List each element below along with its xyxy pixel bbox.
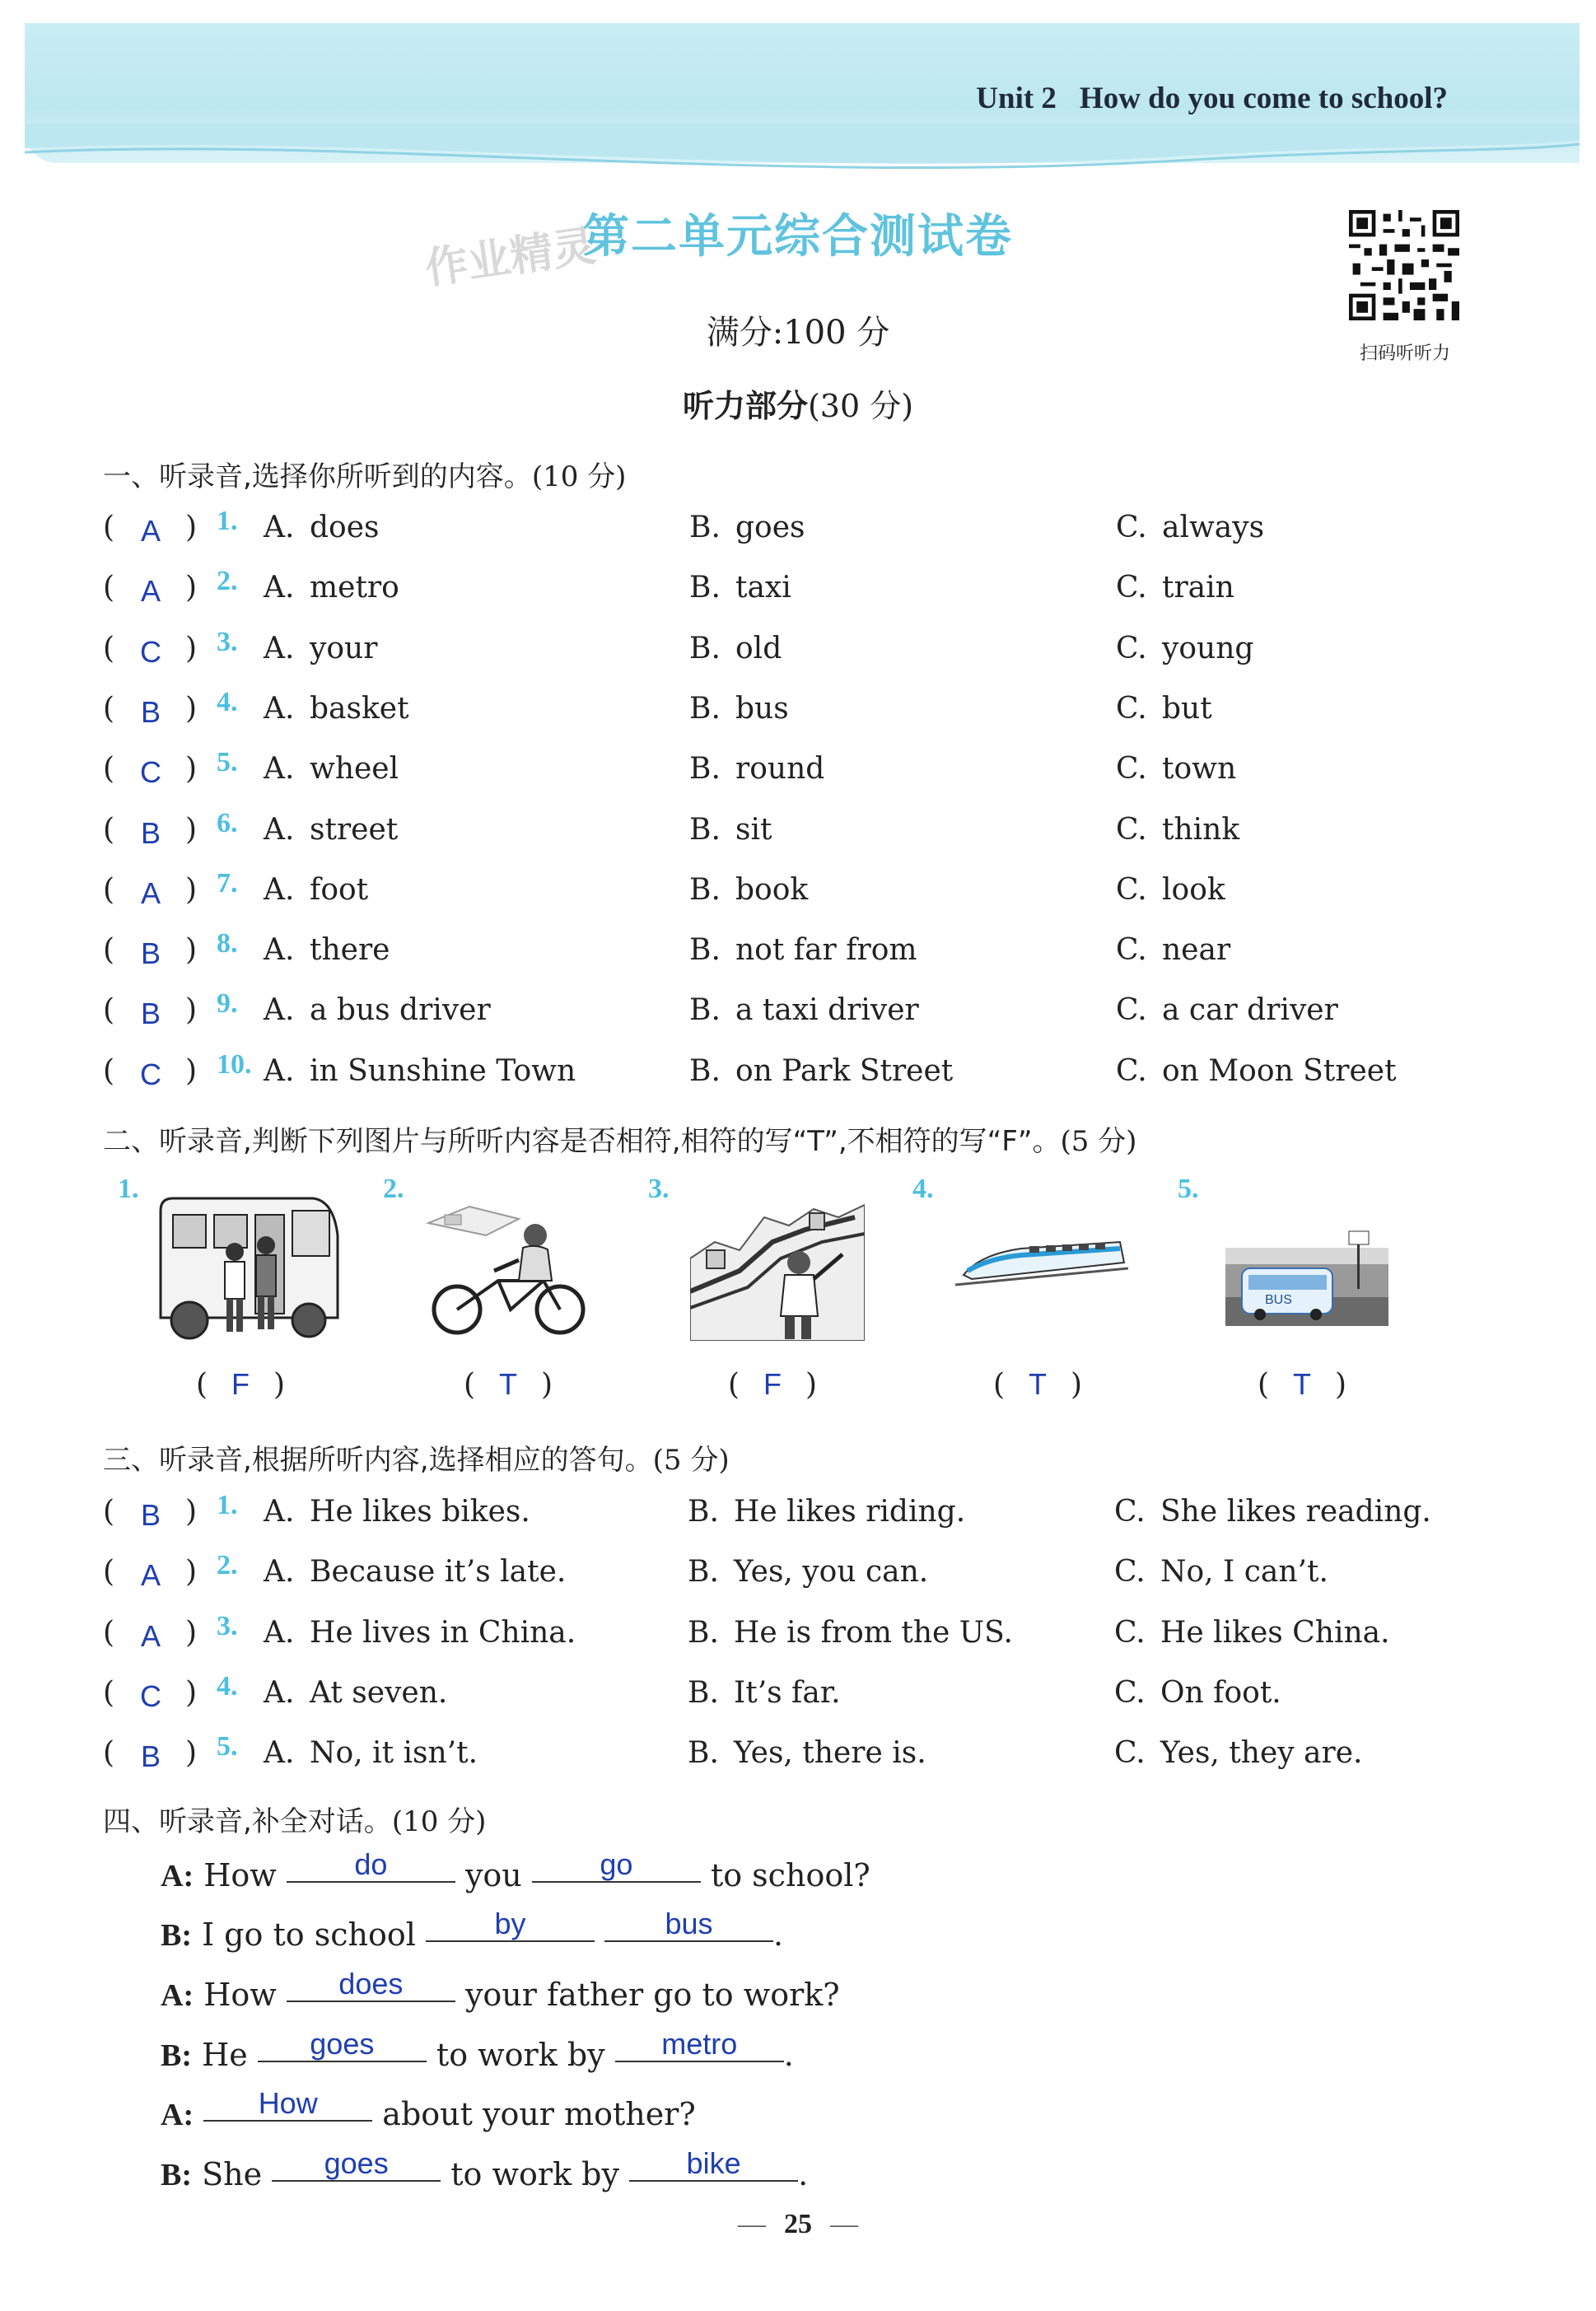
option-a: [264, 1736, 478, 1770]
option-text: No, it isn’t.: [310, 1736, 478, 1771]
option-b: [688, 1495, 965, 1529]
option-letter: B.: [689, 812, 721, 847]
option-letter: A.: [264, 1615, 295, 1650]
image-number: 2.: [383, 1174, 404, 1204]
speaker: B:: [161, 1918, 192, 1953]
section1-heading: [103, 454, 626, 494]
dialogue-text: to school?: [710, 1857, 870, 1893]
question-number: 6.: [217, 807, 238, 838]
tf-answer-4: ( T ): [993, 1367, 1083, 1402]
option-text: always: [1162, 511, 1265, 544]
option-c: [1116, 933, 1230, 967]
question-row: ( ) C 4. A. At seven. B. It’s far. C. On foot.: [103, 1670, 1281, 1713]
option-b: [688, 1676, 841, 1710]
option-letter: B.: [688, 1555, 719, 1590]
option-text: sit: [735, 812, 772, 847]
option-b: [689, 692, 789, 726]
option-letter: A.: [264, 812, 295, 847]
option-text: does: [310, 511, 380, 544]
option-letter: B.: [689, 993, 721, 1028]
option-text: on Moon Street: [1162, 1053, 1397, 1088]
tf-value: F: [763, 1367, 782, 1401]
option-text: old: [735, 631, 782, 665]
question-row: ( ) B 5. A. No, it isn’t. B. Yes, there is. C. Yes, they are.: [103, 1731, 1363, 1774]
option-text: At seven.: [310, 1675, 448, 1710]
question-number: 10.: [217, 1048, 252, 1080]
option-a: [264, 1616, 576, 1650]
answer-choice: B: [140, 1498, 161, 1532]
option-a: [264, 1054, 576, 1088]
answer-choice: B: [140, 815, 161, 850]
option-letter: A.: [264, 571, 295, 605]
option-b: [689, 752, 824, 786]
unit-title: [976, 81, 1448, 116]
dialogue-text: your father go to work?: [464, 1977, 840, 2013]
answer-choice: C: [140, 634, 161, 669]
speaker: A:: [161, 2098, 194, 2132]
test-title: 第二单元综合测试卷: [583, 210, 1013, 264]
option-text: a taxi driver: [735, 993, 919, 1028]
option-text: but: [1162, 691, 1212, 726]
option-text: on Park Street: [735, 1053, 954, 1088]
answer-blank[interactable]: metro: [615, 2028, 784, 2062]
answer-blank[interactable]: do: [287, 1848, 455, 1883]
option-b: [689, 993, 919, 1027]
question-row: ( ) B 9. A. a bus driver B. a taxi driver C. a car driver: [103, 988, 1338, 1031]
answer-blank[interactable]: go: [532, 1848, 701, 1883]
option-c: [1114, 1736, 1362, 1770]
option-text: there: [310, 933, 390, 968]
option-text: Yes, you can.: [734, 1555, 929, 1590]
bullet-train-image: [955, 1226, 1128, 1291]
option-letter: B.: [689, 872, 721, 907]
dialogue-text: I go to school: [202, 1916, 416, 1953]
tf-answer-1: ( F ): [196, 1367, 286, 1402]
option-c: [1116, 692, 1212, 726]
question-number: 4.: [217, 1670, 238, 1702]
section3-title: 三、听录音,根据所听内容,选择相应的答句。: [103, 1444, 653, 1477]
option-letter: B.: [688, 1495, 719, 1529]
option-c: [1116, 873, 1225, 907]
answer-choice: A: [140, 1618, 161, 1653]
option-a: [264, 632, 377, 665]
dialogue-text: to work by: [450, 2156, 619, 2192]
option-text: book: [735, 872, 809, 907]
option-text: bus: [735, 691, 789, 726]
image-number: 4.: [912, 1174, 934, 1204]
option-letter: B.: [689, 571, 721, 605]
section4-title: 四、听录音,补全对话。: [103, 1805, 392, 1838]
man-on-bike-image: [420, 1198, 605, 1338]
tf-value: T: [499, 1367, 518, 1401]
option-text: foot: [310, 872, 369, 907]
tf-value: T: [1293, 1367, 1312, 1401]
question-row: ( ) A 7. A. foot B. book C. look: [103, 867, 1225, 910]
speaker: A:: [161, 1978, 194, 2013]
question-row: ( ) C 3. A. your B. old C. young: [103, 626, 1254, 669]
bus-street-image: [1225, 1227, 1388, 1326]
dialogue-text: He: [202, 2037, 248, 2073]
option-letter: C.: [1114, 1736, 1146, 1771]
option-text: He likes China.: [1160, 1615, 1390, 1650]
question-row: ( ) A 2. A. Because it’s late. B. Yes, you can. C. No, I can’t.: [103, 1550, 1328, 1593]
dialogue-line: [161, 1907, 784, 1966]
option-letter: C.: [1116, 933, 1147, 968]
question-row: ( ) B 4. A. basket B. bus C. but: [103, 686, 1212, 729]
answer-blank[interactable]: goes: [258, 2028, 427, 2062]
option-letter: C.: [1116, 993, 1147, 1028]
option-letter: B.: [688, 1675, 719, 1710]
option-b: [688, 1555, 928, 1589]
dialogue-text: .: [783, 2037, 794, 2073]
option-text: He is from the US.: [734, 1615, 1013, 1650]
answer-blank[interactable]: goes: [272, 2147, 441, 2182]
dialogue-text: .: [798, 2156, 809, 2192]
option-letter: A.: [264, 1555, 295, 1590]
option-text: It’s far.: [734, 1675, 841, 1710]
option-letter: A.: [264, 872, 295, 907]
option-b: [689, 873, 808, 907]
option-letter: C.: [1116, 571, 1147, 605]
tf-answer-5: ( T ): [1258, 1367, 1347, 1402]
option-c: [1116, 571, 1234, 605]
option-letter: A.: [264, 1736, 295, 1771]
image-number: 5.: [1178, 1174, 1199, 1204]
option-a: [264, 873, 368, 907]
question-number: 5.: [217, 1731, 238, 1762]
answer-choice: A: [140, 574, 161, 609]
option-text: He likes bikes.: [310, 1495, 530, 1529]
unit-label: Unit 2: [976, 82, 1057, 115]
question-row: ( ) A 3. A. He lives in China. B. He is from the US. C. He likes China.: [103, 1610, 1390, 1653]
section4-points: (10 分): [391, 1805, 487, 1838]
option-letter: C.: [1116, 752, 1147, 787]
question-row: ( ) C 10. A. in Sunshine Town B. on Park Street C. on Moon Street: [103, 1048, 1397, 1091]
section3-heading: [103, 1437, 730, 1478]
image-number: 1.: [118, 1174, 139, 1204]
question-number: 3.: [217, 626, 238, 657]
option-text: Yes, they are.: [1160, 1736, 1363, 1771]
watermark: 作业精灵: [422, 221, 599, 295]
answer-choice: A: [140, 1558, 161, 1593]
option-letter: C.: [1114, 1495, 1146, 1529]
option-letter: A.: [264, 691, 295, 726]
question-row: ( ) A 2. A. metro B. taxi C. train: [103, 566, 1234, 609]
option-c: [1116, 1054, 1397, 1088]
option-letter: A.: [264, 1053, 295, 1088]
option-text: She likes reading.: [1160, 1495, 1431, 1529]
option-a: [264, 692, 409, 726]
option-letter: C.: [1116, 511, 1147, 544]
answer-blank[interactable]: bike: [629, 2147, 798, 2182]
option-letter: C.: [1116, 631, 1147, 665]
option-a: [264, 1555, 566, 1589]
option-c: [1116, 752, 1236, 786]
option-b: [688, 1616, 1013, 1650]
bus-label: BUS: [1265, 1293, 1292, 1307]
option-letter: C.: [1116, 1053, 1147, 1088]
option-text: He lives in China.: [310, 1615, 576, 1650]
option-text: taxi: [735, 571, 791, 605]
answer-choice: C: [140, 1057, 161, 1091]
option-text: Because it’s late.: [310, 1555, 567, 1590]
option-letter: B.: [689, 1053, 721, 1088]
dialogue-text: She: [202, 2156, 263, 2192]
question-number: 1.: [217, 506, 238, 536]
answer-blank[interactable]: by: [426, 1907, 595, 1942]
question-row: ( ) B 6. A. street B. sit C. think: [103, 807, 1240, 850]
section1-points: (10 分): [531, 460, 627, 493]
speaker: B:: [161, 2038, 192, 2073]
option-c: [1116, 632, 1253, 665]
option-letter: B.: [689, 691, 721, 726]
dialogue-line: [161, 1847, 870, 1907]
option-c: [1114, 1616, 1390, 1650]
option-text: think: [1162, 812, 1240, 847]
bus-boarding-image: [156, 1186, 342, 1342]
answer-choice: B: [140, 1739, 161, 1774]
option-text: a car driver: [1162, 993, 1338, 1028]
question-number: 9.: [217, 988, 238, 1020]
option-text: No, I can’t.: [1160, 1555, 1328, 1590]
option-text: wheel: [310, 752, 399, 787]
dialogue-text: you: [464, 1857, 522, 1893]
option-c: [1114, 1555, 1328, 1589]
option-text: your: [310, 631, 378, 665]
option-text: young: [1162, 631, 1254, 665]
option-text: round: [735, 752, 825, 787]
section2-heading: [103, 1118, 1136, 1159]
option-text: in Sunshine Town: [310, 1053, 576, 1088]
page-number: — 25 —: [738, 2209, 858, 2239]
option-letter: A.: [264, 511, 295, 544]
option-letter: B.: [689, 511, 721, 544]
tf-value: T: [1029, 1367, 1048, 1401]
section4-heading: [103, 1799, 486, 1839]
option-text: metro: [310, 571, 399, 605]
option-text: He likes riding.: [734, 1495, 966, 1529]
dialogue-text: How: [203, 1857, 277, 1893]
option-letter: B.: [688, 1736, 719, 1771]
answer-blank[interactable]: does: [287, 1968, 455, 2002]
option-letter: C.: [1116, 812, 1147, 847]
option-b: [689, 511, 805, 544]
dialogue-line: [161, 2086, 696, 2145]
question-number: 3.: [217, 1610, 238, 1641]
great-wall-image: [690, 1193, 865, 1341]
option-b: [689, 632, 782, 665]
dialogue-line: [161, 2027, 794, 2086]
option-letter: A.: [264, 993, 295, 1028]
option-letter: A.: [264, 752, 295, 787]
listening-points: (30 分): [807, 388, 914, 424]
option-b: [689, 1054, 953, 1088]
page-number-value: 25: [784, 2209, 812, 2239]
answer-choice: A: [140, 875, 161, 910]
dialogue-line: [161, 1967, 840, 2026]
listening-label: 听力部分: [682, 388, 808, 424]
option-letter: C.: [1116, 872, 1147, 907]
option-letter: A.: [264, 933, 295, 968]
qr-code-icon[interactable]: [1349, 210, 1459, 320]
section2-points: (5 分): [1060, 1125, 1137, 1158]
option-a: [264, 933, 390, 967]
image-number: 3.: [648, 1174, 670, 1204]
answer-choice: B: [140, 694, 161, 729]
option-a: [264, 1495, 530, 1529]
option-a: [264, 1676, 447, 1710]
option-letter: B.: [689, 933, 721, 968]
option-text: basket: [310, 691, 409, 726]
option-text: look: [1162, 872, 1225, 907]
question-number: 5.: [217, 747, 238, 778]
question-number: 4.: [217, 686, 238, 717]
answer-choice: C: [140, 1678, 161, 1713]
option-c: [1114, 1676, 1281, 1710]
dialogue-line: [161, 2146, 809, 2206]
option-letter: A.: [264, 1495, 295, 1529]
section3-points: (5 分): [652, 1444, 730, 1477]
option-b: [689, 571, 791, 605]
section2-title: 二、听录音,判断下列图片与所听内容是否相符,相符的写“T”,不相符的写“F”。: [103, 1125, 1061, 1158]
option-c: [1116, 993, 1338, 1027]
dialogue-text: about your mother?: [382, 2096, 696, 2132]
section1-title: 一、听录音,选择你所听到的内容。: [103, 460, 532, 493]
speaker: A:: [161, 1859, 194, 1893]
option-b: [688, 1736, 926, 1770]
question-row: ( ) B 8. A. there B. not far from C. near: [103, 928, 1231, 971]
option-text: On foot.: [1160, 1675, 1281, 1710]
option-text: train: [1162, 571, 1234, 605]
qr-caption: 扫码听听力: [1359, 343, 1450, 364]
dialogue-text: to work by: [436, 2037, 605, 2073]
option-a: [264, 571, 399, 605]
option-letter: B.: [689, 631, 721, 665]
option-a: [264, 813, 398, 847]
option-letter: A.: [264, 631, 295, 665]
tf-value: F: [231, 1367, 250, 1401]
option-letter: A.: [264, 1675, 295, 1710]
answer-blank[interactable]: How: [203, 2087, 372, 2122]
option-a: [264, 752, 399, 786]
tf-answer-2: ( T ): [464, 1367, 553, 1402]
option-letter: C.: [1114, 1675, 1146, 1710]
option-text: near: [1162, 933, 1231, 968]
option-letter: C.: [1114, 1615, 1146, 1650]
answer-choice: B: [140, 936, 161, 971]
full-score: 满分:100 分: [706, 314, 890, 352]
listening-heading: [0, 380, 1596, 426]
option-b: [689, 813, 772, 847]
option-text: street: [310, 812, 399, 847]
question-number: 2.: [217, 566, 238, 597]
tf-answer-3: ( F ): [728, 1367, 818, 1402]
answer-blank[interactable]: bus: [604, 1907, 773, 1942]
answer-choice: B: [140, 997, 161, 1031]
answer-choice: C: [140, 755, 161, 790]
option-letter: B.: [689, 752, 721, 787]
question-row: ( ) A 1. A. does B. goes C. always: [103, 506, 1265, 548]
option-text: not far from: [735, 933, 917, 968]
option-letter: B.: [688, 1615, 719, 1650]
option-letter: C.: [1114, 1555, 1146, 1590]
option-letter: C.: [1116, 691, 1147, 726]
option-a: [264, 993, 491, 1027]
question-number: 1.: [217, 1490, 238, 1520]
option-c: [1114, 1495, 1431, 1529]
speaker: B:: [161, 2158, 192, 2192]
option-b: [689, 933, 917, 967]
header-wave: [25, 124, 1580, 181]
question-row: ( ) B 1. A. He likes bikes. B. He likes riding. C. She likes reading.: [103, 1490, 1431, 1532]
option-c: [1116, 813, 1239, 847]
option-text: Yes, there is.: [734, 1736, 926, 1771]
dialogue-text: How: [203, 1977, 277, 2013]
question-number: 8.: [217, 928, 238, 959]
option-c: [1116, 511, 1264, 544]
question-number: 2.: [217, 1550, 238, 1581]
option-a: [264, 511, 380, 544]
answer-choice: A: [140, 514, 161, 548]
option-text: town: [1162, 752, 1237, 787]
option-text: a bus driver: [310, 993, 491, 1028]
question-number: 7.: [217, 867, 238, 899]
question-row: ( ) C 5. A. wheel B. round C. town: [103, 747, 1237, 790]
option-text: goes: [735, 511, 805, 544]
unit-question: How do you come to school?: [1079, 82, 1448, 115]
dialogue-text: .: [773, 1916, 784, 1953]
